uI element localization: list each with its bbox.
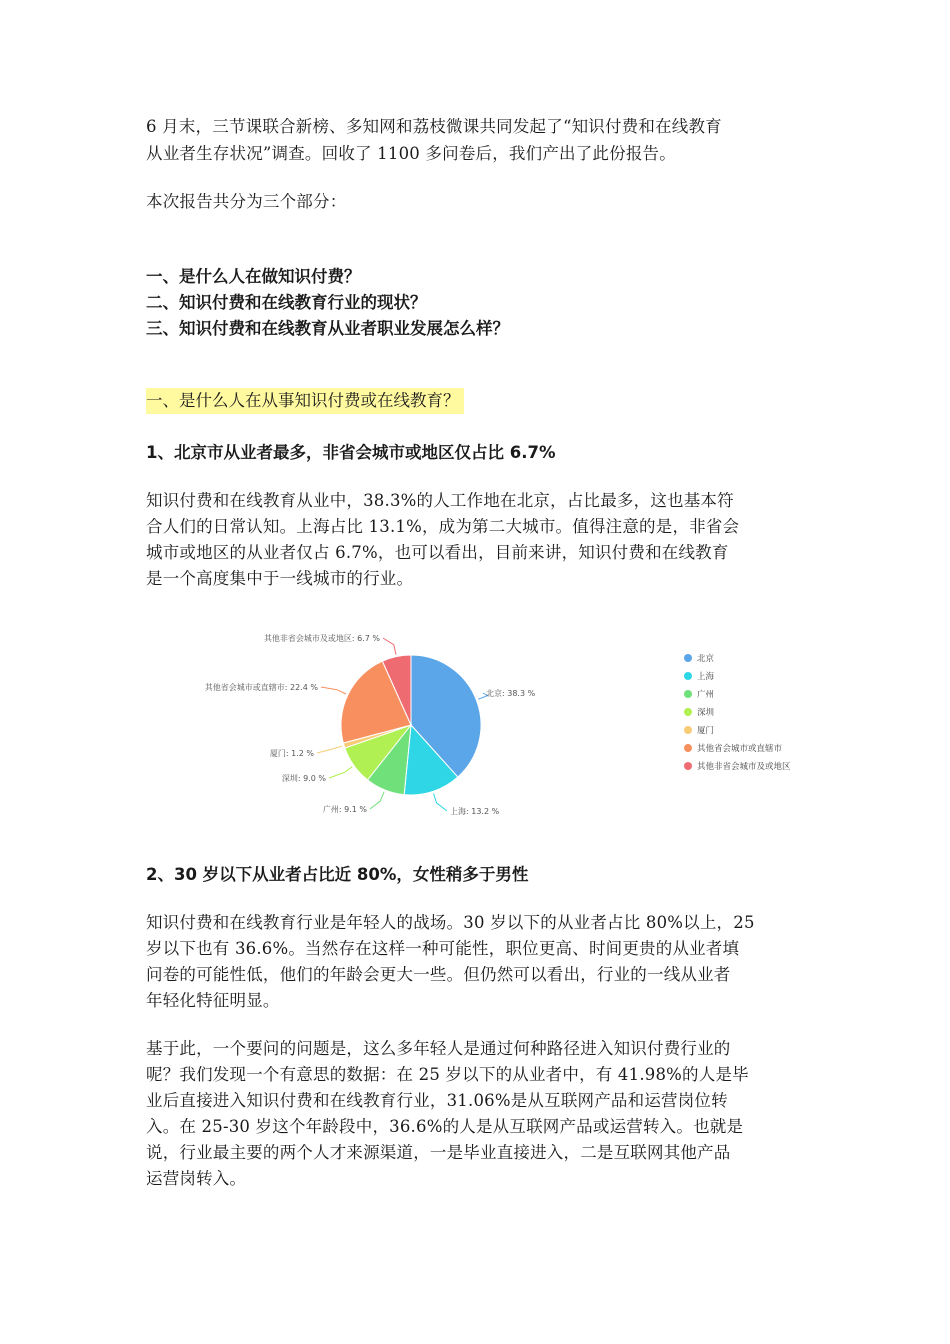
- legend-label-4: 厦门: [697, 726, 715, 736]
- legend-marker-0: [684, 654, 692, 662]
- legend-label-3: 深圳: [697, 708, 715, 718]
- sub2-p1-line-2: 岁以下也有 36.6%。当然存在这样一种可能性，职位更高、时间更贵的从业者填: [146, 939, 740, 958]
- pie-leader-line-5: [321, 687, 346, 694]
- parts-intro: 本次报告共分为三个部分：: [146, 192, 347, 211]
- pie-data-label-3: 深圳: 9.0 %: [281, 774, 326, 783]
- legend-label-1: 上海: [697, 672, 715, 682]
- pie-leader-line-1: [433, 793, 447, 811]
- pie-chart-svg: [190, 622, 830, 822]
- sub1-line-2: 合人们的日常认知。上海占比 13.1%，成为第二大城市。值得注意的是，非省会: [146, 517, 740, 536]
- legend-marker-1: [684, 672, 692, 680]
- subsection-1-title: 1、北京市从业者最多，非省会城市或地区仅占比 6.7%: [146, 443, 556, 462]
- sub2-p1-line-3: 问卷的可能性低，他们的年龄会更大一些。但仍然可以看出，行业的一线从业者: [146, 965, 731, 984]
- toc-item-3: 三、知识付费和在线教育从业者职业发展怎么样？: [146, 319, 509, 338]
- pie-data-label-6: 其他非省会城市及或地区: 6.7 %: [263, 634, 380, 643]
- sub2-p2-line-4: 入。在 25-30 岁这个年龄段中，36.6%的人是从互联网产品或运营转入。也就是: [146, 1117, 744, 1136]
- section-1-heading-wrap: [146, 388, 464, 414]
- intro-line-2: 从业者生存状况”调查。回收了 1100 多问卷后，我们产出了此份报告。: [146, 144, 676, 163]
- intro-line-1: 6 月末，三节课联合新榜、多知网和荔枝微课共同发起了“知识付费和在线教育: [146, 117, 722, 136]
- sub1-line-1: 知识付费和在线教育从业中，38.3%的人工作地在北京，占比最多，这也基本符: [146, 491, 734, 510]
- legend-marker-6: [684, 762, 692, 770]
- pie-data-label-1: 上海: 13.2 %: [450, 807, 500, 816]
- legend-label-2: 广州: [697, 690, 715, 700]
- pie-leader-line-4: [317, 746, 342, 753]
- legend-label-5: 其他省会城市或直辖市: [697, 744, 783, 754]
- legend-label-6: 其他非省会城市及或地区: [697, 762, 791, 772]
- sub1-line-4: 是一个高度集中于一线城市的行业。: [146, 569, 414, 588]
- legend-marker-3: [684, 708, 692, 716]
- sub2-p2-line-1: 基于此，一个要问的问题是，这么多年轻人是通过何种路径进入知识付费行业的: [146, 1039, 731, 1058]
- sub2-p2-line-3: 业后直接进入知识付费和在线教育行业，31.06%是从互联网产品和运营岗位转: [146, 1091, 728, 1110]
- pie-leader-line-3: [329, 767, 352, 778]
- sub1-line-3: 城市或地区的从业者仅占 6.7%，也可以看出，目前来讲，知识付费和在线教育: [146, 543, 729, 562]
- toc-item-1: 一、是什么人在做知识付费？: [146, 267, 361, 286]
- legend-marker-4: [684, 726, 692, 734]
- pie-data-label-0: 北京: 38.3 %: [486, 689, 536, 698]
- sub2-p2-line-2: 呢？我们发现一个有意思的数据：在 25 岁以下的从业者中，有 41.98%的人是毕: [146, 1065, 749, 1084]
- sub2-p2-line-5: 说，行业最主要的两个人才来源渠道，一是毕业直接进入，二是互联网其他产品: [146, 1143, 731, 1162]
- section-1-heading: 一、是什么人在从事知识付费或在线教育？: [146, 388, 464, 414]
- legend-marker-5: [684, 744, 692, 752]
- pie-leader-line-6: [383, 638, 396, 655]
- sub2-p2-line-6: 运营岗转入。: [146, 1169, 247, 1188]
- sub2-p1-line-4: 年轻化特征明显。: [146, 991, 280, 1010]
- toc-item-2: 二、知识付费和在线教育行业的现状？: [146, 293, 427, 312]
- subsection-2-title: 2、30 岁以下从业者占比近 80%，女性稍多于男性: [146, 865, 529, 884]
- sub2-p1-line-1: 知识付费和在线教育行业是年轻人的战场。30 岁以下的从业者占比 80%以上，25: [146, 913, 755, 932]
- pie-data-label-5: 其他省会城市或直辖市: 22.4 %: [204, 683, 318, 692]
- legend-marker-2: [684, 690, 692, 698]
- pie-leader-line-2: [370, 792, 384, 809]
- legend-label-0: 北京: [697, 654, 715, 664]
- city-pie-chart: [190, 622, 830, 822]
- pie-data-label-2: 广州: 9.1 %: [322, 805, 367, 814]
- pie-data-label-4: 厦门: 1.2 %: [269, 749, 314, 758]
